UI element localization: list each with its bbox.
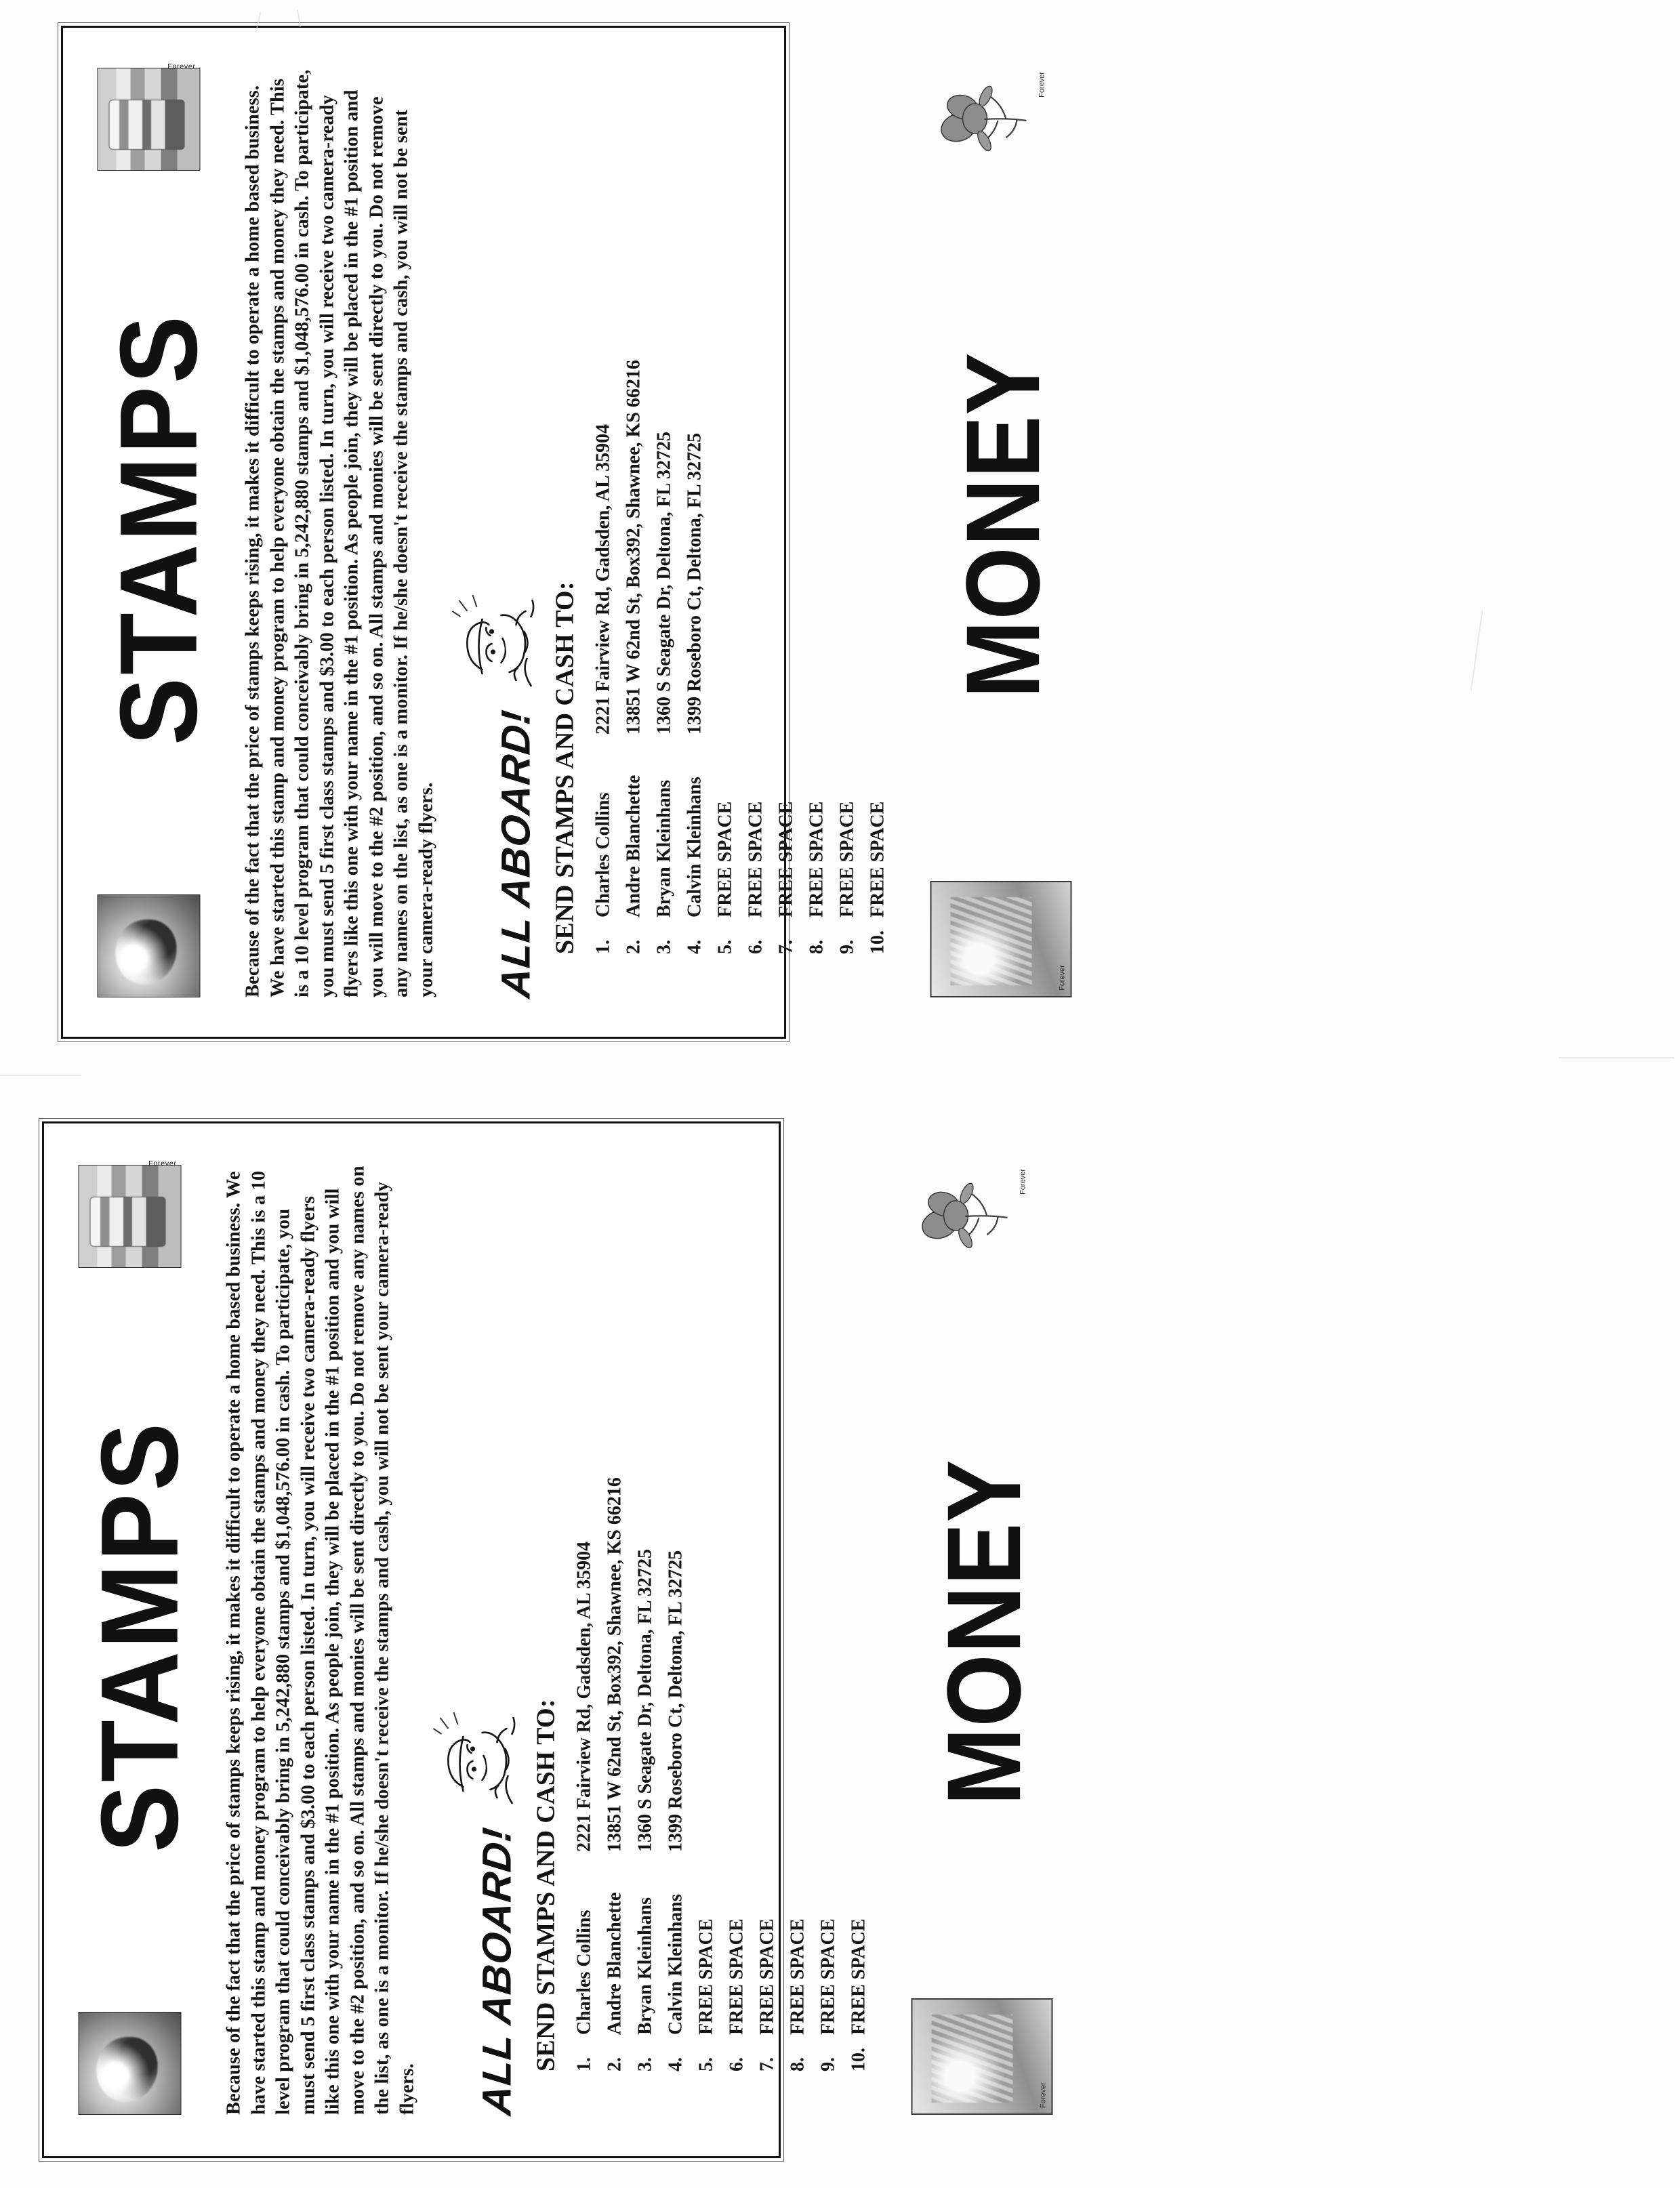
list-item-address: 13851 W 62nd St, Box392, Shawnee, KS 66216 — [604, 1477, 626, 1852]
list-item-name: FREE SPACE — [817, 1918, 839, 2035]
footer-row — [903, 68, 1072, 997]
flower-stamp-label: Forever — [1038, 71, 1046, 98]
list-item-number: 5. — [714, 939, 736, 954]
list-item — [832, 68, 863, 954]
list-item-number: 9. — [817, 2057, 839, 2071]
list-item-name: FREE SPACE — [714, 801, 736, 917]
all-aboard-row — [445, 68, 546, 1000]
eagle-stamp-icon — [79, 2012, 182, 2115]
body-paragraph: Because of the fact that the price of stamps keeps rising, it makes it difficult to operate a home based business. We have started this stamp and money program to help everyone obtain the stamps and money they need. This is a 10 level program that could conceivably bring in 5,242,880 stamps and $1,048,576.00 in cash. To participate, you must send 5 first class stamps and $3.00 to each person listed. In turn, you will receive two camera-ready flyers like this one with your name in the #1 position. As people join, they will be placed in the #1 position and you will move to the #2 position, and so on. All stamps and monies will be sent directly to you. Do not remove any names on the list, as one is a monitor. If he/she doesn't receive the stamps and cash, you will not be sent your camera-ready flyers. — [223, 1165, 417, 2115]
forever-stamp-label: Forever — [148, 1160, 177, 1168]
body-paragraph: Because of the fact that the price of stamps keeps rising, it makes it difficult to operate a home based business. We have started this stamp and money program to help everyone obtain the stamps and money they need. This is a 10 level program that could conceivably bring in 5,242,880 stamps and $1,048,576.00 in cash. To participate, you must send 5 first class stamps and $3.00 to each person listed. In turn, you will receive two camera-ready flyers like this one with your name in the #1 position. As people join, they will be placed in the #1 position and you will move to the #2 position, and so on. All stamps and monies will be sent directly to you. Do not remove any names on the list, as one is a monitor. If he/she doesn't receive the stamps and cash, you will not be sent your camera-ready flyers. — [242, 69, 436, 997]
send-to-heading: SEND STAMPS AND CASH TO: — [550, 581, 579, 954]
coin-stamp-icon — [930, 881, 1072, 997]
list-item-name: FREE SPACE — [867, 801, 888, 917]
flower-stamp-icon — [917, 1165, 1029, 1266]
header-row — [96, 62, 239, 997]
list-item — [600, 1165, 630, 2071]
list-item-number: 9. — [836, 939, 858, 954]
send-to-heading: SEND STAMPS AND CASH TO: — [531, 1699, 560, 2071]
list-item — [771, 68, 802, 954]
list-item — [863, 68, 893, 954]
flower-stamp-label: Forever — [1019, 1169, 1027, 1195]
flower-stamp-icon — [936, 68, 1048, 169]
list-item-number: 6. — [745, 939, 766, 954]
coin-stamp-label: Forever — [1039, 2082, 1048, 2108]
header-row — [77, 1160, 220, 2115]
page-title: STAMPS — [96, 312, 220, 745]
list-item — [588, 68, 619, 954]
list-item-name: Charles Collins — [573, 1910, 595, 2035]
list-item — [680, 68, 710, 954]
footer-row — [884, 1165, 1053, 2115]
list-item-name: Bryan Kleinhans — [634, 1897, 656, 2035]
list-item-name: Andre Blanchette — [604, 1892, 626, 2035]
flyer-copy-2 — [61, 26, 1067, 1039]
list-item — [844, 1165, 874, 2071]
list-item-number: 2. — [604, 2057, 626, 2071]
list-item — [813, 1165, 844, 2071]
list-item — [783, 1165, 813, 2071]
recipient-list — [588, 68, 893, 954]
list-item-number: 7. — [775, 939, 797, 954]
list-item-address: 1399 Roseboro Ct, Deltona, FL 32725 — [665, 1550, 687, 1852]
list-item-number: 7. — [756, 2057, 778, 2071]
list-item — [649, 68, 680, 954]
list-item-name: Calvin Kleinhans — [665, 1894, 687, 2035]
list-item-number: 8. — [787, 2057, 808, 2071]
all-aboard-row — [426, 1165, 527, 2118]
flyer-content-1 — [61, 1142, 1048, 2138]
list-item-name: Calvin Kleinhans — [684, 776, 705, 917]
all-aboard-banner: ALL ABOARD! — [474, 1825, 520, 2118]
list-item-number: 8. — [806, 939, 827, 954]
flyer-content-2 — [80, 45, 1067, 1020]
scan-artifact — [0, 1075, 81, 1076]
list-item-number: 2. — [623, 939, 644, 954]
list-item-name: FREE SPACE — [775, 801, 797, 917]
list-item-number: 3. — [634, 2057, 656, 2071]
list-item-name: Andre Blanchette — [623, 775, 644, 917]
forever-stamp-icon — [79, 1160, 182, 1268]
page-title: STAMPS — [77, 1420, 201, 1853]
list-item-address: 1399 Roseboro Ct, Deltona, FL 32725 — [684, 432, 705, 735]
list-item-name: FREE SPACE — [806, 801, 827, 917]
list-item-number: 10. — [867, 930, 888, 954]
list-item — [630, 1165, 661, 2071]
forever-stamp-icon — [98, 62, 201, 171]
list-item — [752, 1165, 783, 2071]
coin-stamp-icon — [911, 1998, 1053, 2115]
footer-title: MONEY — [945, 351, 1062, 699]
list-item-number: 10. — [848, 2048, 869, 2071]
list-item — [691, 1165, 722, 2071]
list-item — [569, 1165, 600, 2071]
list-item-name: Charles Collins — [592, 792, 614, 917]
conductor-illustration-icon — [432, 1708, 527, 1810]
list-item — [661, 1165, 691, 2071]
list-item-number: 1. — [573, 2057, 595, 2071]
list-item — [802, 68, 832, 954]
coin-stamp-label: Forever — [1058, 964, 1067, 991]
list-item-number: 4. — [665, 2057, 687, 2071]
conductor-illustration-icon — [451, 590, 546, 692]
list-item-name: FREE SPACE — [836, 801, 858, 917]
list-item — [722, 1165, 752, 2071]
list-item-number: 5. — [695, 2057, 717, 2071]
list-item — [741, 68, 771, 954]
footer-title: MONEY — [926, 1459, 1043, 1806]
list-item-name: FREE SPACE — [726, 1918, 747, 2035]
list-item-number: 4. — [684, 939, 705, 954]
list-item-number: 6. — [726, 2057, 747, 2071]
forever-stamp-label: Forever — [167, 62, 196, 71]
list-item-name: FREE SPACE — [695, 1918, 717, 2035]
list-item-name: FREE SPACE — [848, 1918, 869, 2035]
list-item-address: 1360 S Seagate Dr, Deltona, FL 32725 — [634, 1549, 656, 1852]
flyer-copy-1 — [42, 1121, 1048, 2158]
list-item-name: FREE SPACE — [756, 1918, 778, 2035]
list-item-name: Bryan Kleinhans — [653, 779, 675, 917]
list-item-address: 2221 Fairview Rd, Gadsden, AL 35904 — [573, 1541, 595, 1852]
list-item-number: 3. — [653, 939, 675, 954]
list-item-name: FREE SPACE — [745, 801, 766, 917]
list-item-name: FREE SPACE — [787, 1918, 808, 2035]
list-item-address: 13851 W 62nd St, Box392, Shawnee, KS 66216 — [623, 359, 644, 735]
recipient-list — [569, 1165, 874, 2071]
all-aboard-banner: ALL ABOARD! — [493, 707, 539, 1000]
list-item-address: 1360 S Seagate Dr, Deltona, FL 32725 — [653, 431, 675, 735]
list-item-address: 2221 Fairview Rd, Gadsden, AL 35904 — [592, 424, 614, 735]
list-item — [619, 68, 649, 954]
scan-artifact — [1559, 1057, 1674, 1058]
list-item — [710, 68, 741, 954]
list-item-number: 1. — [592, 939, 614, 954]
eagle-stamp-icon — [98, 894, 201, 997]
